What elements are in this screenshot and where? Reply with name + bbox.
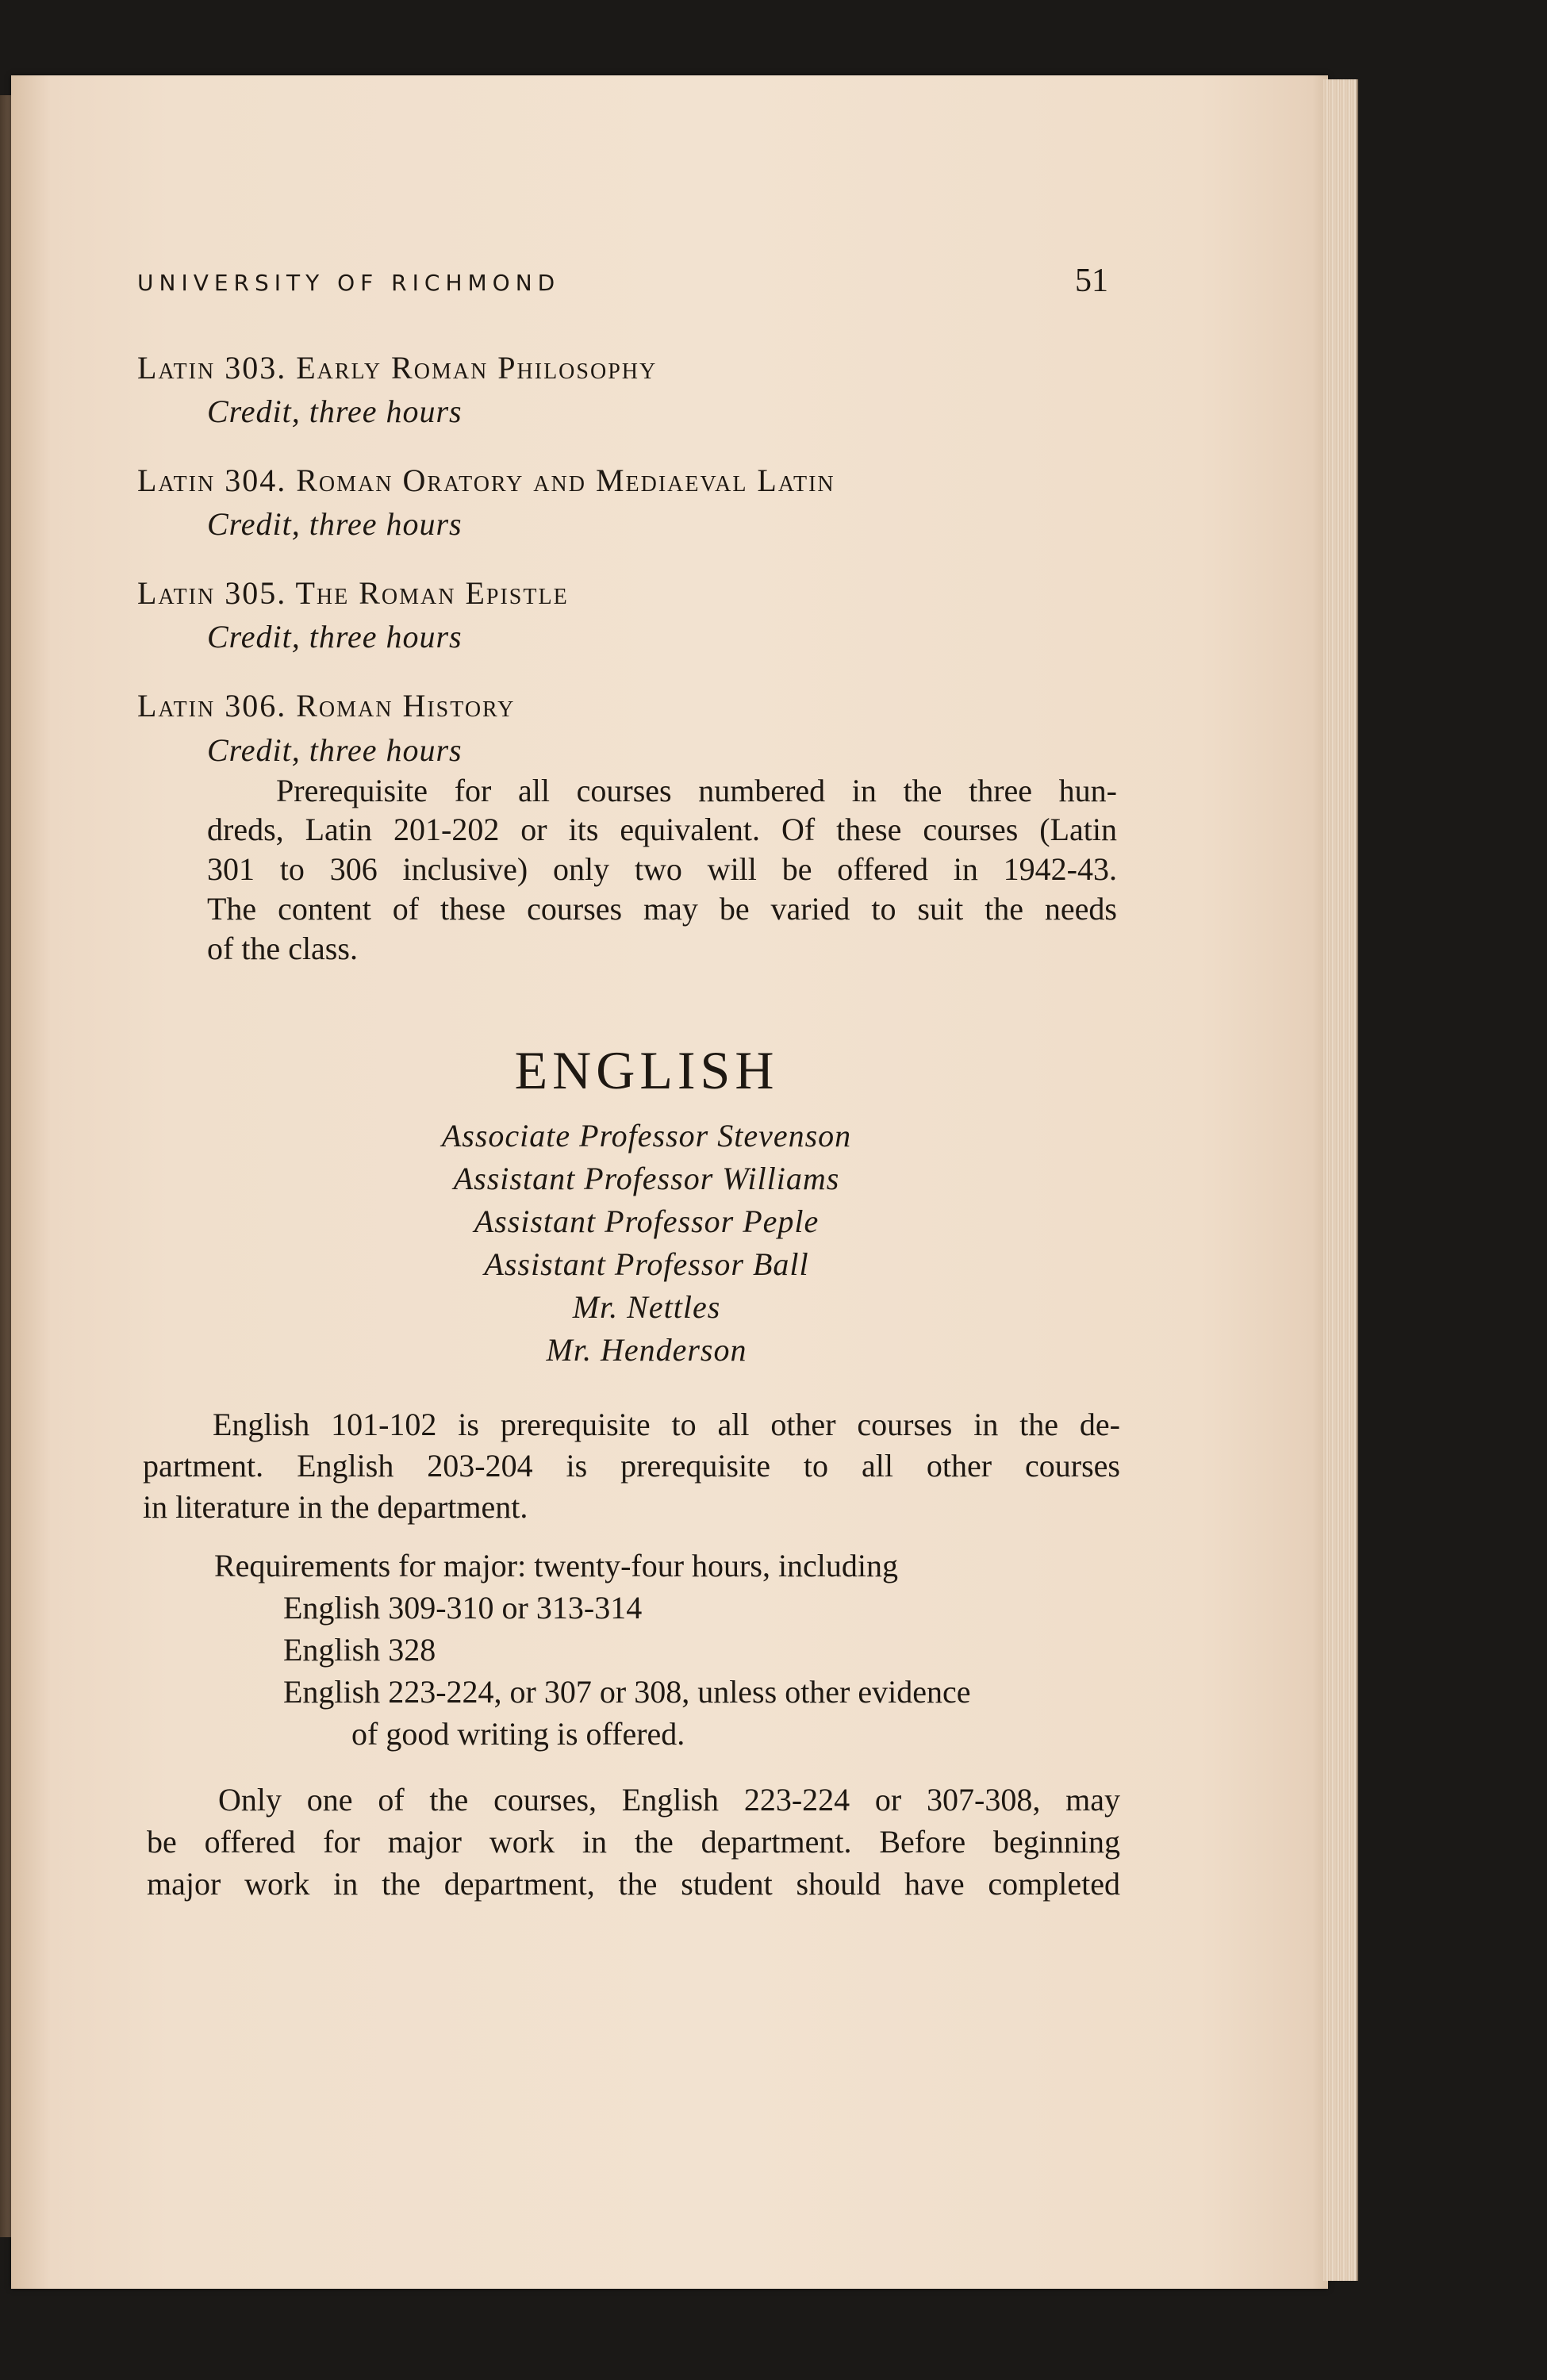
faculty-member: Mr. Nettles [572, 1289, 721, 1325]
closing-paragraph-line: be offered for major work in the department. Before beginning [147, 1824, 1120, 1860]
latin-note-line: dreds, Latin 201-202 or its equivalent. Of these courses (Latin [207, 812, 1117, 847]
requirement-item: English 223-224, or 307 or 308, unless other evidence [283, 1674, 971, 1710]
page-number: 51 [1075, 263, 1108, 299]
latin-note-line: of the class. [207, 931, 358, 966]
course-title-latin-306: Latin 306. Roman History [137, 688, 516, 724]
requirements-intro: Requirements for major: twenty-four hours, including [214, 1548, 899, 1583]
latin-note-line: 301 to 306 inclusive) only two will be offered in 1942-43. [207, 851, 1117, 887]
course-credit-latin-305: Credit, three hours [207, 619, 463, 654]
requirement-item: English 309-310 or 313-314 [283, 1590, 643, 1626]
requirement-item: of good writing is offered. [351, 1716, 685, 1752]
faculty-member: Assistant Professor Peple [474, 1203, 820, 1239]
running-head: UNIVERSITY OF RICHMOND [137, 270, 561, 296]
course-title-latin-304: Latin 304. Roman Oratory and Mediaeval Latin [137, 463, 835, 498]
course-credit-latin-303: Credit, three hours [207, 393, 463, 429]
faculty-member: Mr. Henderson [546, 1332, 747, 1368]
latin-note-line: Prerequisite for all courses numbered in the three hun- [276, 773, 1117, 808]
closing-paragraph-line: major work in the department, the student should have completed [147, 1866, 1120, 1902]
faculty-member: Assistant Professor Ball [484, 1246, 809, 1282]
course-title-latin-303: Latin 303. Early Roman Philosophy [137, 350, 658, 386]
requirement-item: English 328 [283, 1632, 436, 1668]
course-credit-latin-304: Credit, three hours [207, 506, 463, 542]
faculty-member: Associate Professor Stevenson [441, 1118, 852, 1154]
prereq-paragraph-line: partment. English 203-204 is prerequisite to all other courses [143, 1448, 1120, 1484]
prereq-paragraph-line: in literature in the department. [143, 1489, 528, 1525]
course-credit-latin-306: Credit, three hours [207, 732, 463, 768]
closing-paragraph-line: Only one of the courses, English 223-224 or 307-308, may [218, 1782, 1120, 1818]
section-heading-english: ENGLISH [514, 1040, 779, 1100]
latin-note-line: The content of these courses may be varied to suit the needs [207, 891, 1117, 927]
course-title-latin-305: Latin 305. The Roman Epistle [137, 575, 569, 611]
faculty-member: Assistant Professor Williams [453, 1161, 840, 1196]
prereq-paragraph-line: English 101-102 is prerequisite to all other courses in the de- [213, 1407, 1120, 1442]
